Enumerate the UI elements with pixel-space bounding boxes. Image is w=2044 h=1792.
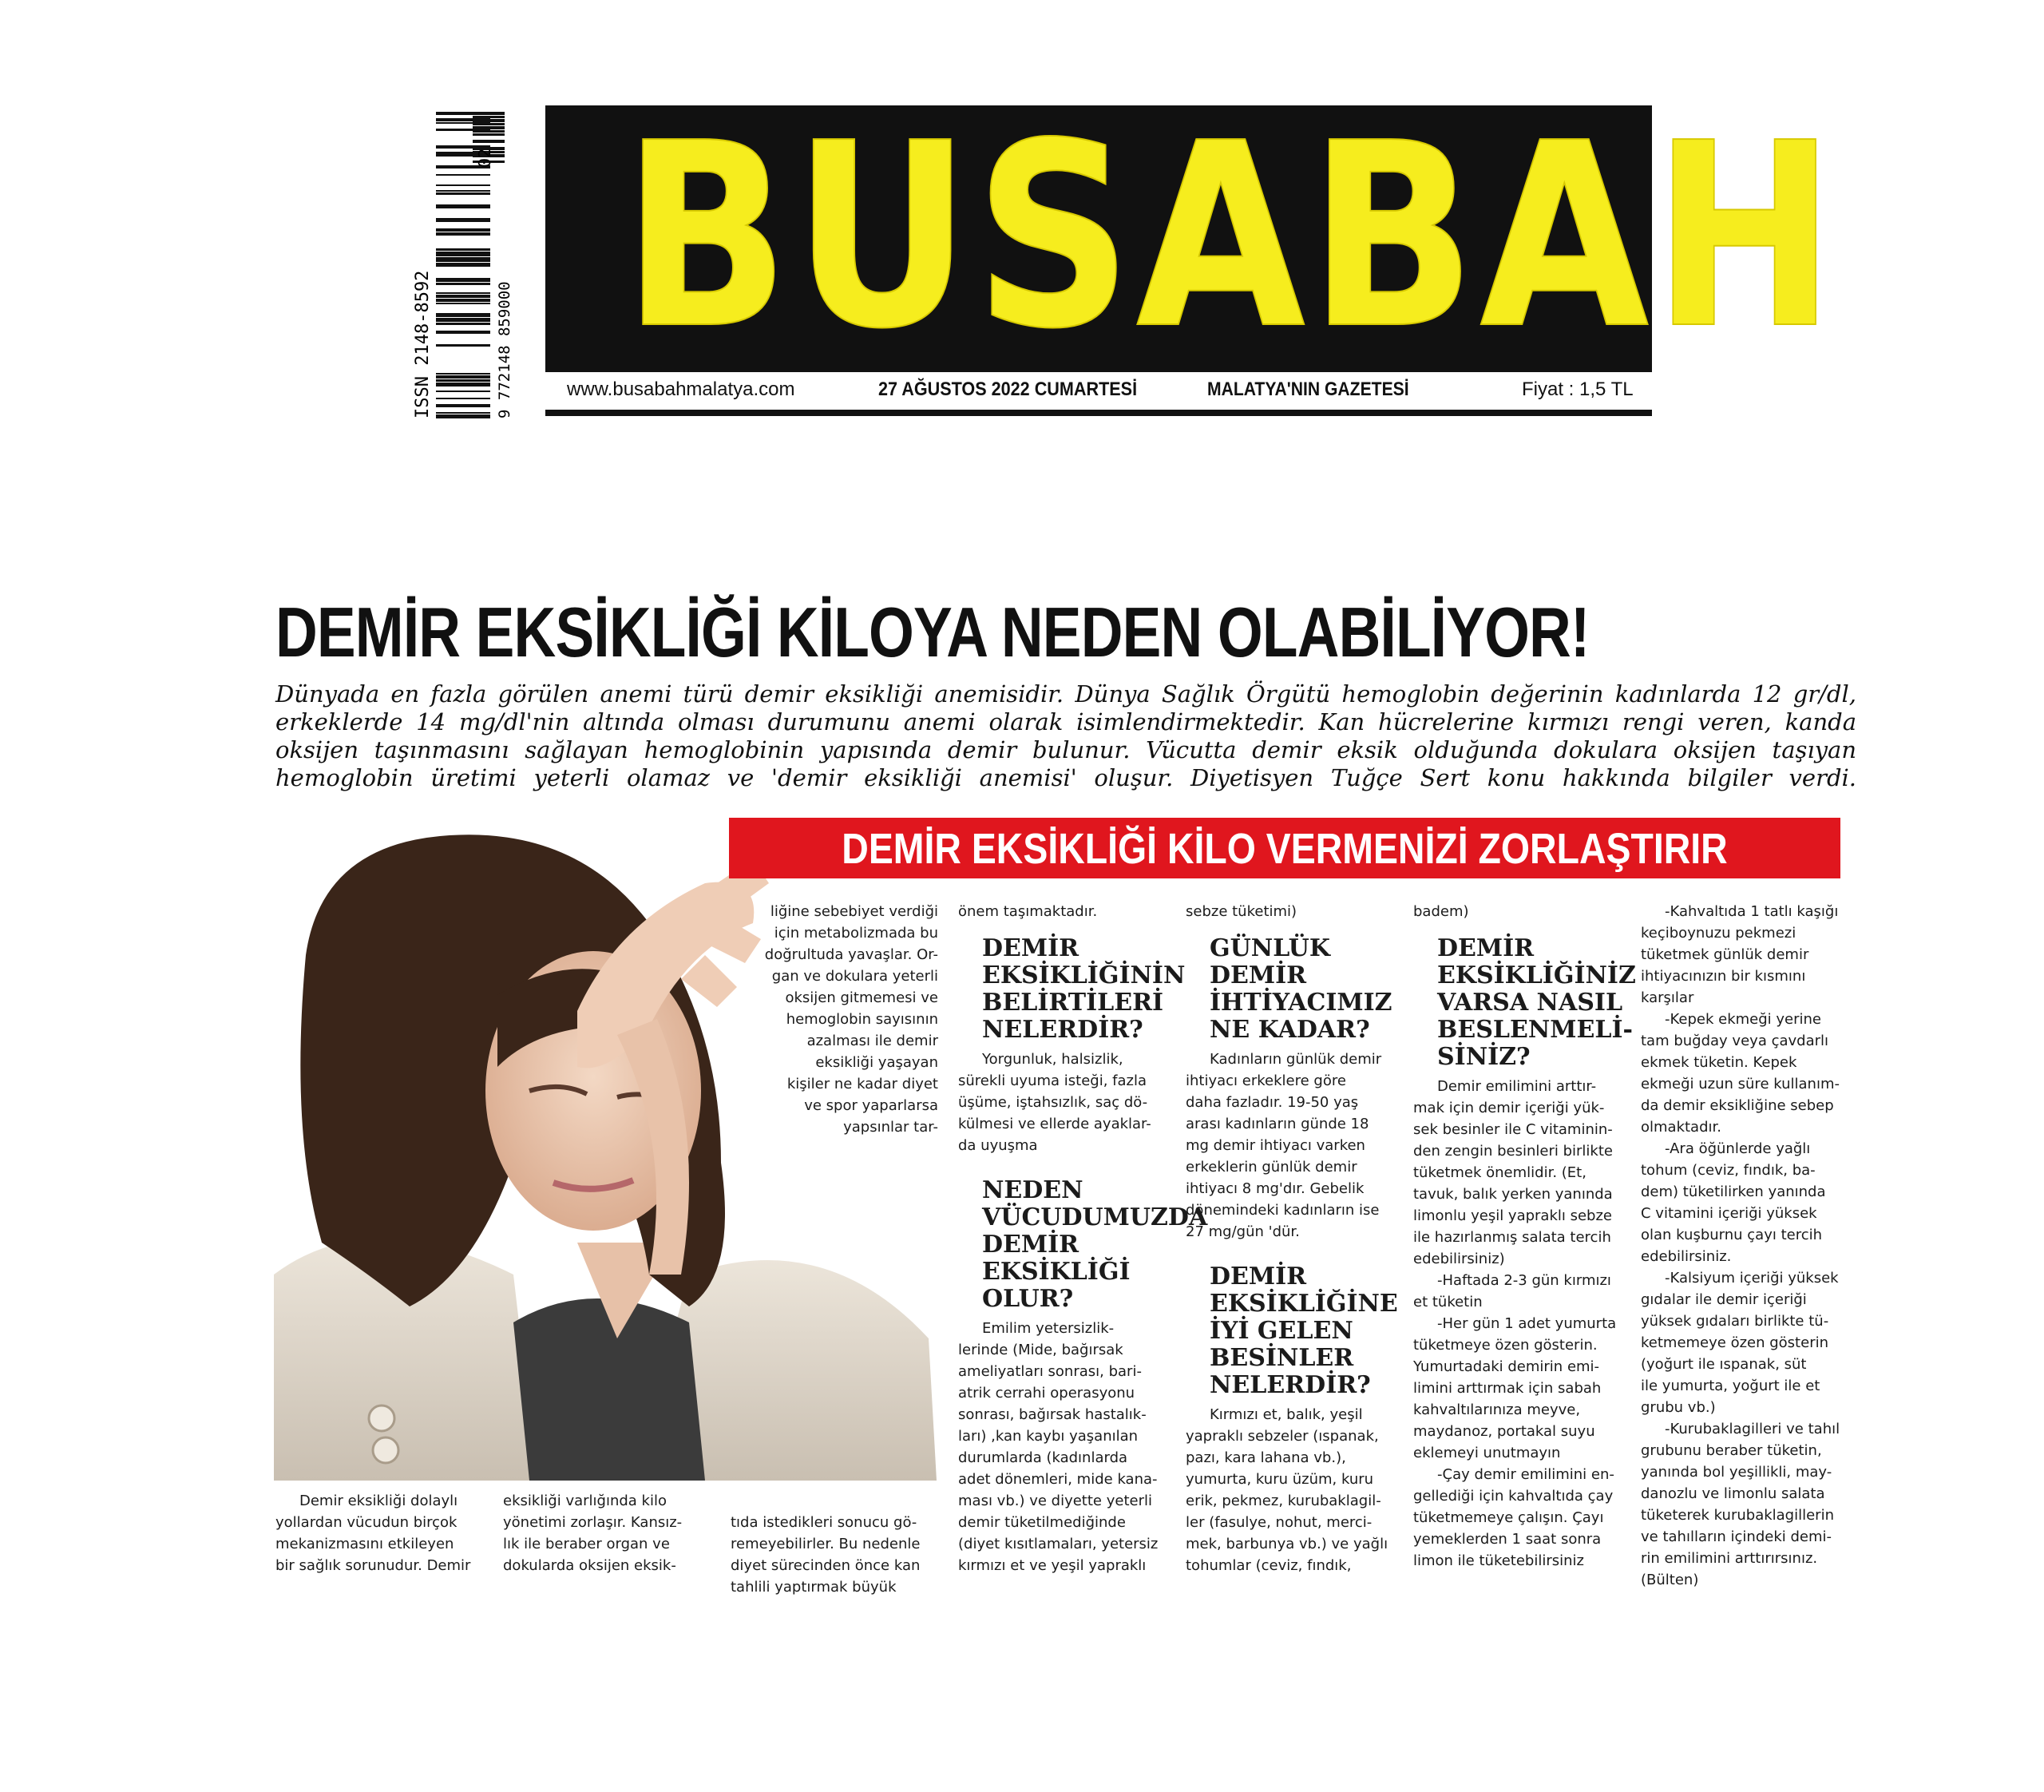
text-line: ihtiyacı 8 mg'dır. Gebelik: [1186, 1180, 1365, 1197]
barcode-bar: [436, 398, 490, 399]
text-line: eksikliği yaşayan: [815, 1054, 938, 1071]
barcode: [406, 112, 513, 418]
text-line: oksijen gitmemesi ve: [785, 989, 938, 1006]
text-line: C vitamini içeriği yüksek: [1641, 1205, 1817, 1222]
text-line: -Kurubaklagilleri ve tahıl: [1665, 1421, 1840, 1437]
barcode-bar: [473, 126, 505, 129]
text-line: ekmeği uzun süre kullanım-: [1641, 1076, 1840, 1092]
text-line: badem): [1413, 903, 1469, 920]
barcode-bar: [436, 192, 490, 195]
text-line: liğine sebebiyet verdiği: [770, 903, 938, 920]
text-line: tıda istedikleri sonucu gö-: [731, 1514, 917, 1531]
issue-digits: 02: [475, 148, 494, 168]
text-line: erik, pekmez, kurubaklagil-: [1186, 1493, 1381, 1509]
text-line: sürekli uyuma isteği, fazla: [958, 1072, 1147, 1089]
text-line: mek, barbunya vb.) ve yağlı: [1186, 1536, 1388, 1552]
text-line: Demir emilimini arttır-: [1437, 1078, 1597, 1095]
text-line: eksikliği varlığında kilo: [503, 1493, 667, 1509]
text-line: ihtiyacınızın bir kısmını: [1641, 968, 1806, 985]
text-line: tohumlar (ceviz, fındık,: [1186, 1557, 1352, 1574]
barcode-bar: [436, 313, 490, 317]
subheading-line: VÜCUDUMUZDA: [982, 1203, 1208, 1231]
barcode-bar: [436, 383, 490, 387]
barcode-bar: [473, 133, 505, 136]
barcode-bar: [436, 218, 490, 222]
barcode-bar: [436, 414, 490, 418]
barcode-bar: [436, 299, 490, 302]
text-line: tüketerek kurubaklagillerin: [1641, 1507, 1834, 1524]
subheading-line: OLUR?: [982, 1285, 1074, 1313]
barcode-bar: [436, 412, 490, 414]
text-line: doğrultuda yavaşlar. Or-: [764, 946, 938, 963]
text-line: pazı, kara lahana vb.),: [1186, 1449, 1346, 1466]
subheading-line: DEMİR: [982, 1231, 1079, 1259]
text-line: Emilim yetersizlik-: [982, 1320, 1115, 1337]
text-line: kahvaltılarınıza meyve,: [1413, 1401, 1581, 1418]
subheading-line: DEMİR: [1210, 961, 1307, 989]
masthead-infobar: [545, 372, 1652, 412]
text-line: ameliyatları sonrası, bari-: [958, 1363, 1142, 1380]
text-line: yapraklı sebzeler (ıspanak,: [1186, 1428, 1379, 1445]
text-line: tavuk, balık yerken yanında: [1413, 1186, 1613, 1203]
text-line: diyet sürecinden önce kan: [731, 1557, 921, 1574]
text-line: limon ile tüketebilirsiniz: [1413, 1552, 1584, 1569]
subheading-line: EKSİKLİĞİ: [982, 1258, 1131, 1286]
subheading-line: VARSA NASIL: [1437, 989, 1623, 1017]
text-line: gıdalar ile demir içeriği: [1641, 1291, 1807, 1308]
body-column-6: [1413, 901, 1636, 1572]
barcode-graphic: [406, 112, 513, 418]
text-line: -Kalsiyum içeriği yüksek: [1665, 1270, 1839, 1287]
barcode-bar: [473, 130, 505, 133]
text-line: 27 mg/gün 'dür.: [1186, 1223, 1300, 1240]
text-line: tam buğday veya çavdarlı: [1641, 1033, 1829, 1049]
text-line: mekanizmasını etkileyen: [275, 1536, 454, 1552]
subheading-line: NELERDİR?: [982, 1016, 1143, 1044]
barcode-bar: [436, 292, 490, 294]
lead-line: Dünyada en fazla görülen anemi türü demir eksikliği anemisidir. Dünya Sağlık Örgütü hemoglobin değerinin kadınlarda 12 gr/dl,: [275, 680, 1856, 708]
text-line: yanında bol yeşillikli, may-: [1641, 1464, 1832, 1481]
text-line: dönemindeki kadınların ise: [1186, 1202, 1380, 1219]
text-line: -Haftada 2-3 gün kırmızı: [1437, 1272, 1611, 1289]
subheading-good-foods: [1210, 1263, 1405, 1399]
text-line: gan ve dokulara yeterli: [771, 968, 938, 985]
subheading-line: İYİ GELEN: [1210, 1317, 1353, 1345]
nutrition-body: [1413, 1076, 1633, 1572]
subheading-causes: [982, 1176, 1208, 1313]
subheading-line: BELİRTİLERİ: [982, 989, 1164, 1017]
barcode-bar: [436, 379, 490, 382]
text-line: grubunu beraber tüketin,: [1641, 1442, 1822, 1459]
subheading-line: EKSİKLİĞİNİZ: [1437, 961, 1636, 989]
subheading-line: BESİNLER: [1210, 1344, 1354, 1372]
subheading-line: İHTİYACIMIZ: [1210, 989, 1392, 1017]
text-line: mg demir ihtiyacı varken: [1186, 1137, 1365, 1154]
barcode-bar: [436, 375, 490, 379]
text-line: için metabolizmada bu: [774, 925, 938, 942]
body-column-3: [731, 1512, 946, 1598]
subheading-line: DEMİR: [1437, 934, 1535, 962]
text-line: bir sağlık sorunudur. Demir: [275, 1557, 471, 1574]
text-line: hemoglobin sayısının: [786, 1011, 938, 1028]
barcode-bar: [436, 278, 490, 282]
text-line: et tüketin: [1413, 1294, 1483, 1310]
text-line: da uyuşma: [958, 1137, 1038, 1154]
barcode-bar: [436, 174, 490, 176]
text-line: durumlarda (kadınlarda: [958, 1449, 1128, 1466]
text-line: maydanoz, portakal suyu: [1413, 1423, 1595, 1440]
text-line: külmesi ve ellerde ayaklar-: [958, 1116, 1151, 1132]
masthead-rule: [545, 410, 1652, 416]
text-line: dokularda oksijen eksik-: [503, 1557, 676, 1574]
subheading-line: BESLENMELİ-: [1437, 1016, 1633, 1044]
text-line: tahlili yaptırmak büyük: [731, 1579, 897, 1596]
text-line: arası kadınların günde 18: [1186, 1116, 1369, 1132]
subheading-line: EKSİKLİĞİNE: [1210, 1290, 1398, 1318]
text-line: tüketmek önemlidir. (Et,: [1413, 1164, 1586, 1181]
text-line: ekmek tüketin. Kepek: [1641, 1054, 1797, 1071]
text-line: (Bülten): [1641, 1572, 1699, 1588]
barcode-bar: [436, 344, 490, 347]
text-line: -Kahvaltıda 1 tatlı kaşığı: [1665, 903, 1839, 920]
barcode-bar: [436, 303, 490, 304]
text-line: ve tahılların içindeki demi-: [1641, 1528, 1832, 1545]
text-line: olan kuşburnu çayı tercih: [1641, 1227, 1823, 1243]
barcode-bar: [436, 373, 490, 375]
subheading-line: NEDEN: [982, 1176, 1083, 1204]
text-line: ihtiyacı erkeklere göre: [1186, 1072, 1346, 1089]
text-line: gellediği için kahvaltıda çay: [1413, 1488, 1614, 1505]
text-line: tohum (ceviz, fındık, ba-: [1641, 1162, 1816, 1179]
text-line: -Kepek ekmeği yerine: [1665, 1011, 1821, 1028]
subheading-line: GÜNLÜK: [1210, 934, 1330, 962]
body-column-1: [275, 1490, 491, 1576]
text-line: -Çay demir emilimini en-: [1437, 1466, 1614, 1483]
text-line: keçiboynuzu pekmezi: [1641, 925, 1796, 942]
barcode-bar: [436, 323, 490, 325]
newspaper-title: BUSABAH: [623, 89, 1840, 384]
text-line: olmaktadır.: [1641, 1119, 1721, 1136]
masthead-banner: [545, 89, 1840, 384]
text-line: Yumurtadaki demirin emi-: [1413, 1358, 1600, 1375]
text-line: karşılar: [1641, 989, 1694, 1006]
photo-wrap-text: [695, 901, 938, 1138]
text-line: -Ara öğünlerde yağlı: [1665, 1140, 1811, 1157]
text-line: yüksek gıdaları birlikte tü-: [1641, 1313, 1829, 1330]
barcode-bar: [473, 123, 505, 125]
barcode-bar: [436, 184, 490, 186]
barcode-bar: [436, 204, 490, 208]
subheading-line: DEMİR: [982, 934, 1079, 962]
barcode-bar: [473, 119, 505, 122]
text-line: atrik cerrahi operasyonu: [958, 1385, 1135, 1401]
text-line: edebilirsiniz): [1413, 1251, 1505, 1267]
issn-text: ISSN 2148-8592: [413, 270, 433, 418]
text-line: kırmızı et ve yeşil yapraklı: [958, 1557, 1147, 1574]
text-line: da demir eksikliğine sebep: [1641, 1097, 1834, 1114]
tips-body: [1641, 901, 1864, 1591]
text-line: lık ile beraber organ ve: [503, 1536, 670, 1552]
text-line: demir tüketilmediğinde: [958, 1514, 1126, 1531]
text-line: grubu vb.): [1641, 1399, 1716, 1416]
text-line: ketmemeye özen gösterin: [1641, 1334, 1829, 1351]
text-line: sebze tüketimi): [1186, 903, 1297, 920]
text-line: remeyebilirler. Bu nedenle: [731, 1536, 921, 1552]
text-line: limonlu yeşil yapraklı sebze: [1413, 1207, 1613, 1224]
barcode-bar: [436, 283, 490, 285]
barcode-bar: [436, 318, 490, 322]
text-line: ile yumurta, yoğurt ile et: [1641, 1378, 1820, 1394]
barcode-number: 9 772148 859000: [496, 281, 513, 418]
body-column-7: [1641, 901, 1864, 1591]
text-line: Kırmızı et, balık, yeşil: [1210, 1406, 1363, 1423]
text-line: yönetimi zorlaşır. Kansız-: [503, 1514, 683, 1531]
barcode-bar: [473, 140, 505, 143]
barcode-bar: [436, 232, 490, 236]
text-line: ler (fasulye, nohut, merci-: [1186, 1514, 1373, 1531]
text-line: lerinde (Mide, bağırsak: [958, 1342, 1123, 1358]
text-line: dem) tüketilirken yanında: [1641, 1183, 1826, 1200]
text-line: daha fazladır. 19-50 yaş: [1186, 1094, 1359, 1111]
barcode-bar: [473, 112, 505, 115]
barcode-bar: [436, 295, 490, 298]
article-headline: DEMİR EKSİKLİĞİ KİLOYA NEDEN OLABİLİYOR!: [275, 593, 1590, 672]
subheading-line: NELERDİR?: [1210, 1371, 1371, 1399]
subheading-line: EKSİKLİĞİNİN: [982, 961, 1186, 989]
text-line: yollardan vücudun birçok: [275, 1514, 458, 1531]
text-line: rin emilimini arttırırsınız.: [1641, 1550, 1818, 1567]
text-line: tüketmek günlük demir: [1641, 946, 1809, 963]
barcode-bar: [436, 252, 490, 256]
text-line: danozlu ve limonlu salata: [1641, 1485, 1825, 1502]
lead-line: erkeklerde 14 mg/dl'nin altında olması durumunu anemi olarak isimlendirmektedir. Kan hücrelerine kırmızı rengi veren, kanda: [275, 708, 1856, 735]
barcode-bar: [436, 248, 490, 251]
barcode-bar: [436, 257, 490, 262]
text-line: sek besinler ile C vitaminin-: [1413, 1121, 1613, 1138]
text-line: (yoğurt ile ıspanak, süt: [1641, 1356, 1807, 1373]
text-line: kişiler ne kadar diyet: [786, 1076, 938, 1092]
lead-line: hemoglobin üretimi yeterli olamaz ve 'demir eksikliği anemisi' oluşur. Diyetisyen Tuğçe Sert konu hakkında bilgiler verdi.: [275, 764, 1856, 791]
barcode-bar: [436, 404, 490, 407]
text-line: mak için demir içeriği yük-: [1413, 1100, 1605, 1116]
text-line: ile hazırlanmış salata tercih: [1413, 1229, 1611, 1246]
issue-date: 27 AĞUSTOS 2022 CUMARTESİ: [878, 379, 1138, 400]
banner-text: DEMİR EKSİKLİĞİ KİLO VERMENİZİ ZORLAŞTIRIR: [842, 825, 1728, 873]
text-line: eklemeyi unutmayın: [1413, 1445, 1561, 1461]
text-line: ve spor yaparlarsa: [804, 1097, 938, 1114]
text-line: ması vb.) ve diyette yeterli: [958, 1493, 1152, 1509]
body-column-2: [503, 1490, 719, 1576]
tagline: MALATYA'NIN GAZETESİ: [1207, 379, 1409, 400]
text-line: edebilirsiniz.: [1641, 1248, 1732, 1265]
red-banner: [729, 818, 1840, 878]
subheading-line: DEMİR: [1210, 1263, 1307, 1290]
subheading-line: NE KADAR?: [1210, 1016, 1370, 1044]
subheading-daily-need: [1210, 935, 1405, 1044]
text-line: Demir eksikliği dolaylı: [299, 1493, 458, 1509]
text-line: tüketmemeye çalışın. Çayı: [1413, 1509, 1604, 1526]
barcode-bar: [436, 391, 490, 392]
barcode-bar: [436, 190, 490, 192]
text-line: azalması ile demir: [806, 1033, 938, 1049]
lead-line: oksijen taşınmasını sağlayan hemoglobinin yapısında demir bulunur. Vücutta demir eksik olduğunda dokulara oksijen taşıyan: [275, 736, 1856, 763]
barcode-bar: [473, 116, 505, 118]
text-line: Yorgunluk, halsizlik,: [982, 1051, 1123, 1068]
text-line: limini arttırmak için sabah: [1413, 1380, 1602, 1397]
body-column-5: [1186, 901, 1405, 1576]
text-line: adet dönemleri, mide kana-: [958, 1471, 1158, 1488]
text-line: sonrası, bağırsak hastalık-: [958, 1406, 1147, 1423]
text-line: tüketmeye özen gösterin.: [1413, 1337, 1598, 1354]
text-line: -Her gün 1 adet yumurta: [1437, 1315, 1617, 1332]
subheading-symptoms: [982, 934, 1186, 1044]
body-column-4: [958, 901, 1208, 1576]
text-line: yapsınlar tar-: [843, 1119, 938, 1136]
barcode-bar: [436, 263, 490, 267]
text-line: Kadınların günlük demir: [1210, 1051, 1382, 1068]
text-line: ları) ,kan kaybı yaşanılan: [958, 1428, 1139, 1445]
text-line: yumurta, kuru üzüm, kuru: [1186, 1471, 1374, 1488]
subheading-nutrition: [1437, 934, 1636, 1071]
text-line: erkeklerin günlük demir: [1186, 1159, 1357, 1176]
article-lead: [275, 680, 1856, 792]
barcode-bar: [436, 228, 490, 232]
barcode-bar: [436, 331, 490, 334]
website-link[interactable]: www.busabahmalatya.com: [567, 379, 795, 400]
subheading-line: SİNİZ?: [1437, 1043, 1531, 1071]
text-line: yemeklerden 1 saat sonra: [1413, 1531, 1602, 1548]
text-line: (diyet kısıtlamaları, yetersiz: [958, 1536, 1159, 1552]
price: Fiyat : 1,5 TL: [1522, 379, 1634, 400]
text-line: önem taşımaktadır.: [958, 903, 1098, 920]
text-line: üşüme, iştahsızlık, saç dö-: [958, 1094, 1148, 1111]
text-line: den zengin besinleri birlikte: [1413, 1143, 1613, 1160]
